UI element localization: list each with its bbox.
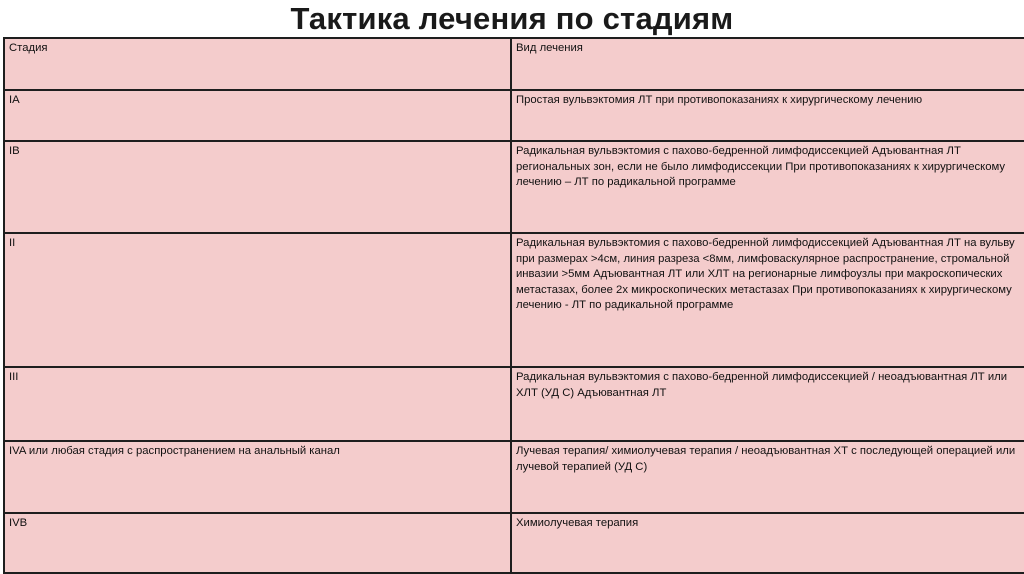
stage-cell: IA xyxy=(4,90,511,141)
treatment-cell: Химиолучевая терапия xyxy=(511,513,1024,573)
table-row xyxy=(4,90,1024,141)
header-treatment: Вид лечения xyxy=(511,38,1024,90)
stage-cell: II xyxy=(4,233,511,367)
table-row xyxy=(4,141,1024,233)
treatment-cell: Простая вульвэктомия ЛТ при противопоказаниях к хирургическому лечению xyxy=(511,90,1024,141)
treatment-cell: Радикальная вульвэктомия с пахово-бедренной лимфодиссекцией / неоадъювантная ЛТ или ХЛТ (УД С) Адъювантная ЛТ xyxy=(511,367,1024,441)
stage-cell: III xyxy=(4,367,511,441)
treatment-cell: Радикальная вульвэктомия с пахово-бедренной лимфодиссекцией Адъювантная ЛТ региональных зон, если не было лимфодиссекции При противопоказаниях к хирургическому лечению – ЛТ по радикальной программе xyxy=(511,141,1024,233)
stage-cell: IB xyxy=(4,141,511,233)
header-stage: Стадия xyxy=(4,38,511,90)
table-row xyxy=(4,367,1024,441)
stage-cell: IVA или любая стадия с распространением на анальный канал xyxy=(4,441,511,513)
table-header-row xyxy=(4,38,1024,90)
table-row xyxy=(4,513,1024,573)
table-row xyxy=(4,233,1024,367)
slide-title: Тактика лечения по стадиям xyxy=(290,1,734,36)
stage-cell: IVB xyxy=(4,513,511,573)
treatment-table xyxy=(3,37,1024,574)
treatment-cell: Радикальная вульвэктомия с пахово-бедренной лимфодиссекцией Адъювантная ЛТ на вульву при размерах >4см, линия разреза <8мм, лимфоваскулярное распространение, стромальной инвазии >5мм Адъювантная ЛТ или ХЛТ на регионарные лимфоузлы при макроскопических метастазах, более 2х микроскопических метастазах При противопоказаниях к хирургическому лечению - ЛТ по радикальной программе xyxy=(511,233,1024,367)
table-row xyxy=(4,441,1024,513)
treatment-cell: Лучевая терапия/ химиолучевая терапия / неоадъювантная ХТ с последующей операцией или лучевой терапией (УД С) xyxy=(511,441,1024,513)
